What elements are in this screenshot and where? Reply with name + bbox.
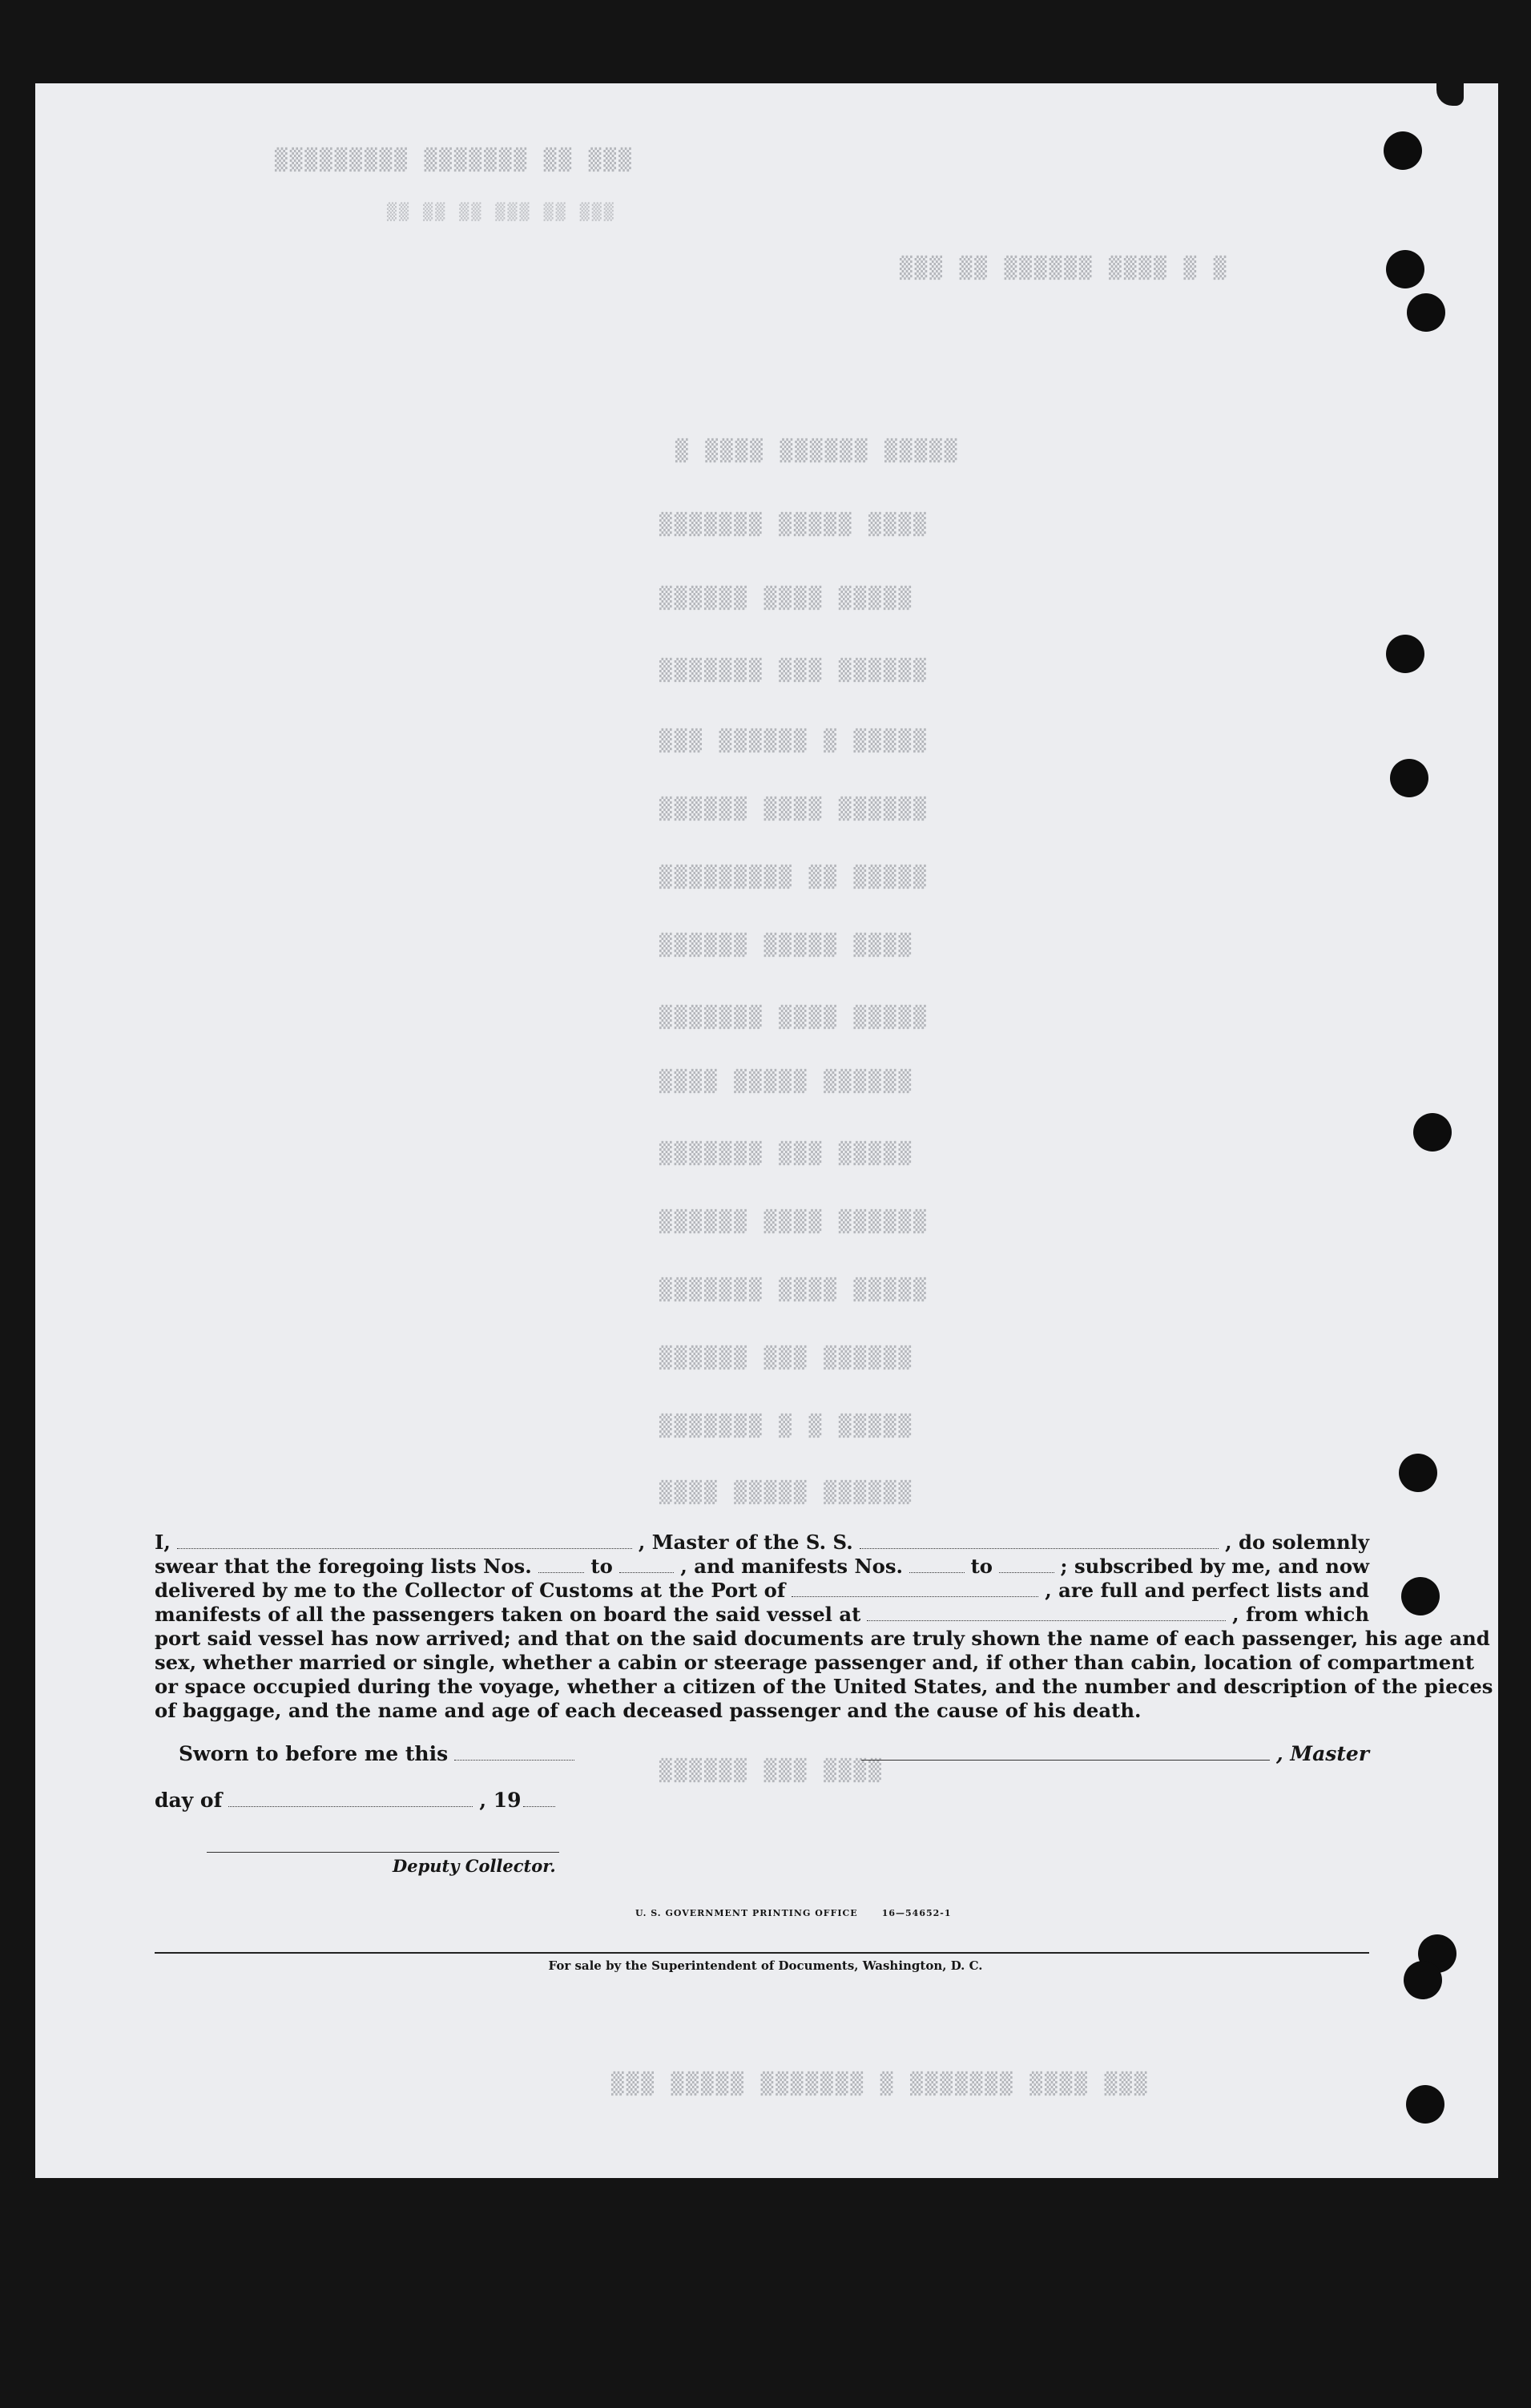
- bleed-through-text: ▒▒▒▒▒▒ ▒▒▒▒ ▒▒▒▒▒▒: [657, 797, 926, 821]
- port-blank[interactable]: [792, 1580, 1038, 1597]
- oath-line-8: of baggage, and the name and age of each deceased passenger and the cause of his death.: [155, 1699, 1142, 1722]
- bleed-through-text: ▒▒▒▒▒ ▒▒▒▒ ▒▒▒▒▒▒▒: [657, 1006, 926, 1030]
- punch-hole: [1401, 1577, 1440, 1615]
- manifest-to-blank[interactable]: [999, 1556, 1054, 1573]
- punch-hole: [1386, 250, 1424, 288]
- oath-line-6: sex, whether married or single, whether a cabin or steerage passenger and, if other than cabin, location of compartment: [155, 1651, 1475, 1674]
- bleed-through-text: ▒▒▒▒▒ ▒▒ ▒▒▒▒▒▒▒▒▒: [657, 865, 926, 889]
- punch-hole: [1413, 1113, 1452, 1152]
- bleed-through-text: ▒▒▒ ▒▒ ▒▒▒ ▒▒ ▒▒ ▒▒: [385, 202, 614, 221]
- bleed-through-text: ▒▒▒▒▒▒ ▒▒▒ ▒▒▒▒▒▒▒: [657, 659, 926, 683]
- manifest-from-blank[interactable]: [909, 1556, 965, 1573]
- bleed-through-text: ▒▒▒▒▒▒ ▒▒▒▒▒ ▒▒▒▒: [657, 1070, 912, 1094]
- bleed-through-text: ▒▒▒▒▒ ▒ ▒▒▒▒▒▒ ▒▒▒: [657, 729, 926, 753]
- bleed-through-text: ▒▒▒▒▒ ▒▒▒▒ ▒▒▒▒▒▒▒: [657, 1278, 926, 1302]
- deputy-signature-rule[interactable]: [207, 1852, 559, 1853]
- bleed-through-text: ▒▒▒ ▒▒▒▒ ▒▒▒▒▒▒▒ ▒ ▒▒▒▒▒▒▒ ▒▒▒▒▒ ▒▒▒: [609, 2072, 1147, 2096]
- punch-hole: [1384, 131, 1422, 170]
- sworn-date-blank[interactable]: [454, 1744, 574, 1761]
- sworn-line: Sworn to before me this: [179, 1742, 581, 1765]
- master-name-blank[interactable]: [177, 1532, 632, 1549]
- bleed-through-text: ▒▒▒▒ ▒▒▒ ▒▒▒▒▒▒: [657, 1759, 881, 1783]
- document-page: [35, 83, 1498, 2178]
- bleed-through-text: ▒▒▒▒▒▒ ▒▒▒ ▒▒▒▒▒▒: [657, 1346, 912, 1370]
- bleed-through-text: ▒▒▒▒ ▒▒▒▒▒ ▒▒▒▒▒▒▒: [657, 513, 926, 537]
- bleed-through-text: ▒▒▒▒ ▒▒▒▒▒ ▒▒▒▒▒▒: [657, 934, 912, 958]
- punch-hole: [1390, 759, 1428, 797]
- bleed-through-text: ▒ ▒ ▒▒▒▒ ▒▒▒▒▒▒ ▒▒ ▒▒▒: [897, 256, 1227, 280]
- ship-name-blank[interactable]: [860, 1532, 1219, 1549]
- for-sale-notice: For sale by the Superintendent of Documents, Washington, D. C.: [548, 1958, 983, 1973]
- list-to-blank[interactable]: [619, 1556, 675, 1573]
- list-from-blank[interactable]: [538, 1556, 585, 1573]
- deputy-collector-label: Deputy Collector.: [393, 1856, 556, 1876]
- oath-line-5: port said vessel has now arrived; and that on the said documents are truly shown the name of each passenger, his age and: [155, 1627, 1490, 1650]
- oath-line-1: I, , Master of the S. S. , do solemnly: [155, 1531, 1369, 1554]
- bleed-through-text: ▒▒▒▒▒ ▒ ▒ ▒▒▒▒▒▒▒: [657, 1414, 912, 1438]
- oath-line-7: or space occupied during the voyage, whether a citizen of the United States, and the number and description of the pieces: [155, 1675, 1493, 1698]
- punch-hole: [1386, 635, 1424, 673]
- oath-paragraph: [155, 1531, 1493, 1723]
- day-of-line: day of , 19: [155, 1789, 562, 1812]
- master-signature-line: , Master: [861, 1742, 1369, 1765]
- bleed-through-text: ▒▒▒▒▒▒ ▒▒▒▒ ▒▒▒▒▒▒: [657, 1210, 926, 1234]
- bleed-through-text: ▒▒▒ ▒▒ ▒▒▒▒▒▒▒ ▒▒▒▒▒▒▒▒▒: [272, 148, 631, 172]
- master-signature-blank[interactable]: [861, 1744, 1270, 1761]
- oath-line-2: swear that the foregoing lists Nos. to , and manifests Nos. to ; subscribed by me, and now: [155, 1555, 1369, 1578]
- footer-rule: [155, 1952, 1369, 1954]
- oath-line-4: manifests of all the passengers taken on board the said vessel at , from which: [155, 1603, 1369, 1626]
- day-month-blank[interactable]: [228, 1790, 473, 1807]
- bleed-through-text: ▒▒▒▒▒ ▒▒▒▒ ▒▒▒▒▒▒: [657, 587, 912, 611]
- punch-hole: [1407, 293, 1445, 332]
- printing-office-imprint: U. S. GOVERNMENT PRINTING OFFICE 16—54652-1: [635, 1908, 952, 1918]
- bleed-through-text: ▒▒▒▒▒▒ ▒▒▒▒▒ ▒▒▒▒: [657, 1481, 912, 1505]
- year-blank[interactable]: [523, 1790, 555, 1807]
- punch-hole: [1399, 1454, 1437, 1492]
- departure-port-blank[interactable]: [867, 1604, 1226, 1621]
- bleed-through-text: ▒▒▒▒▒ ▒▒▒▒▒▒ ▒▒▒▒ ▒: [673, 439, 957, 463]
- oath-line-3: delivered by me to the Collector of Customs at the Port of , are full and perfect lists and: [155, 1579, 1369, 1602]
- bleed-through-text: ▒▒▒▒▒ ▒▒▒ ▒▒▒▒▒▒▒: [657, 1142, 912, 1166]
- punch-hole: [1406, 2085, 1444, 2124]
